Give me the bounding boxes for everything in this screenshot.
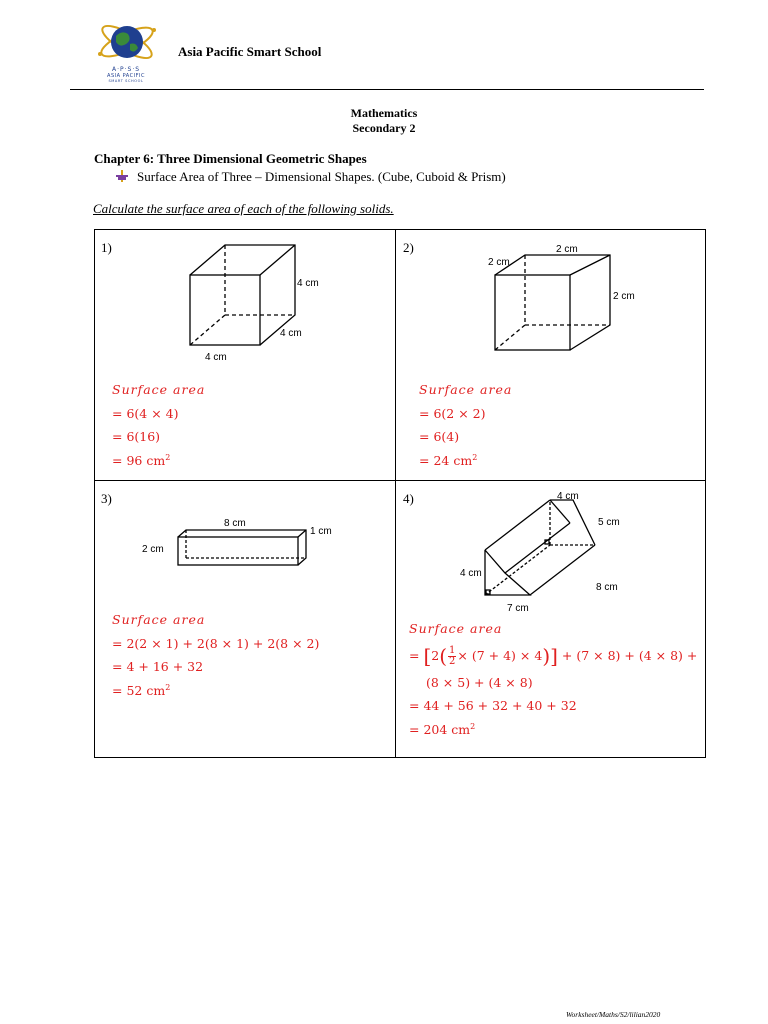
solution-answer: = 52 $cm^2$	[112, 682, 171, 698]
cuboid-figure	[140, 512, 340, 572]
subject-level: Secondary 2	[352, 121, 416, 135]
cube-figure-2	[480, 240, 650, 355]
dimension-label: 5 cm	[598, 517, 620, 528]
dimension-label: 2 cm	[142, 544, 164, 555]
dimension-label: 2 cm	[556, 244, 578, 255]
solution-label: Surface area	[419, 382, 513, 397]
header-divider	[70, 89, 704, 90]
school-name: Asia Pacific Smart School	[178, 44, 322, 59]
solution-answer: = 24 $cm^2$	[419, 452, 478, 468]
solution-step: = [2( $\frac{1}{2}$ × (7 + 4) × 4)] + (7 × 8) + (4 × 8) +	[409, 643, 698, 668]
dimension-label: 2 cm	[613, 291, 635, 302]
instruction: Calculate the surface area of each of the following solids.	[93, 201, 394, 216]
logo-caption	[90, 66, 162, 83]
dimension-label: 7 cm	[507, 603, 529, 614]
logo-subtext: SMART SCHOOL	[108, 79, 144, 83]
table-divider-vertical	[395, 229, 396, 758]
prism-figure	[455, 488, 645, 618]
table-divider-horizontal	[94, 480, 706, 481]
solution-step: = 4 + 16 + 32	[112, 659, 204, 674]
solution-2	[419, 378, 512, 472]
fraction: $\frac{1}{2}$	[449, 644, 456, 667]
dimension-label: 1 cm	[310, 526, 332, 537]
solution-step: = 6(2 × 2)	[419, 405, 486, 421]
dimension-label: 2 cm	[488, 257, 510, 268]
solution-step: (8 × 5) + (4 × 8)	[426, 674, 533, 690]
question-number: 4)	[403, 491, 414, 506]
dimension-label: 4 cm	[297, 278, 319, 289]
solution-1	[112, 378, 205, 472]
logo-text: A·P·S·S	[111, 66, 141, 73]
chapter-title: Chapter 6: Three Dimensional Geometric Shapes	[94, 151, 367, 166]
solution-step: = 6(4)	[419, 429, 460, 444]
dimension-label: 8 cm	[596, 582, 618, 593]
solution-answer: = 204 $cm^2$	[409, 721, 476, 737]
question-number: 1)	[101, 240, 112, 255]
solution-label: Surface area	[112, 382, 206, 397]
footer-reference: Worksheet/Maths/S2/lilian2020	[566, 1010, 661, 1019]
solution-label: Surface area	[409, 621, 503, 636]
solution-label: Surface area	[112, 612, 206, 627]
dimension-label: 4 cm	[205, 352, 227, 363]
solution-step: = 2(2 × 1) + 2(8 × 1) + 2(8 × 2)	[112, 635, 320, 651]
question-number: 3)	[101, 491, 112, 506]
solution-step: = 6(4 × 4)	[112, 405, 179, 421]
subject-title: Mathematics	[350, 106, 418, 120]
solution-answer: = 96 $cm^2$	[112, 452, 171, 468]
question-number: 2)	[403, 240, 414, 255]
solution-step: = 6(16)	[112, 429, 161, 444]
dimension-label: 8 cm	[224, 518, 246, 529]
topic-text: Surface Area of Three – Dimensional Shapes. (Cube, Cuboid & Prism)	[137, 169, 506, 184]
solution-3	[112, 608, 319, 702]
solution-4	[409, 617, 697, 741]
dimension-label: 4 cm	[280, 328, 302, 339]
topic-bullet	[116, 169, 506, 185]
dimension-label: 4 cm	[557, 491, 579, 502]
cube-figure-1	[185, 240, 325, 365]
solution-step: = 44 + 56 + 32 + 40 + 32	[409, 698, 577, 713]
bullet-icon	[116, 170, 128, 182]
logo-subtext: ASIA PACIFIC	[107, 73, 145, 79]
dimension-label: 4 cm	[460, 568, 482, 579]
